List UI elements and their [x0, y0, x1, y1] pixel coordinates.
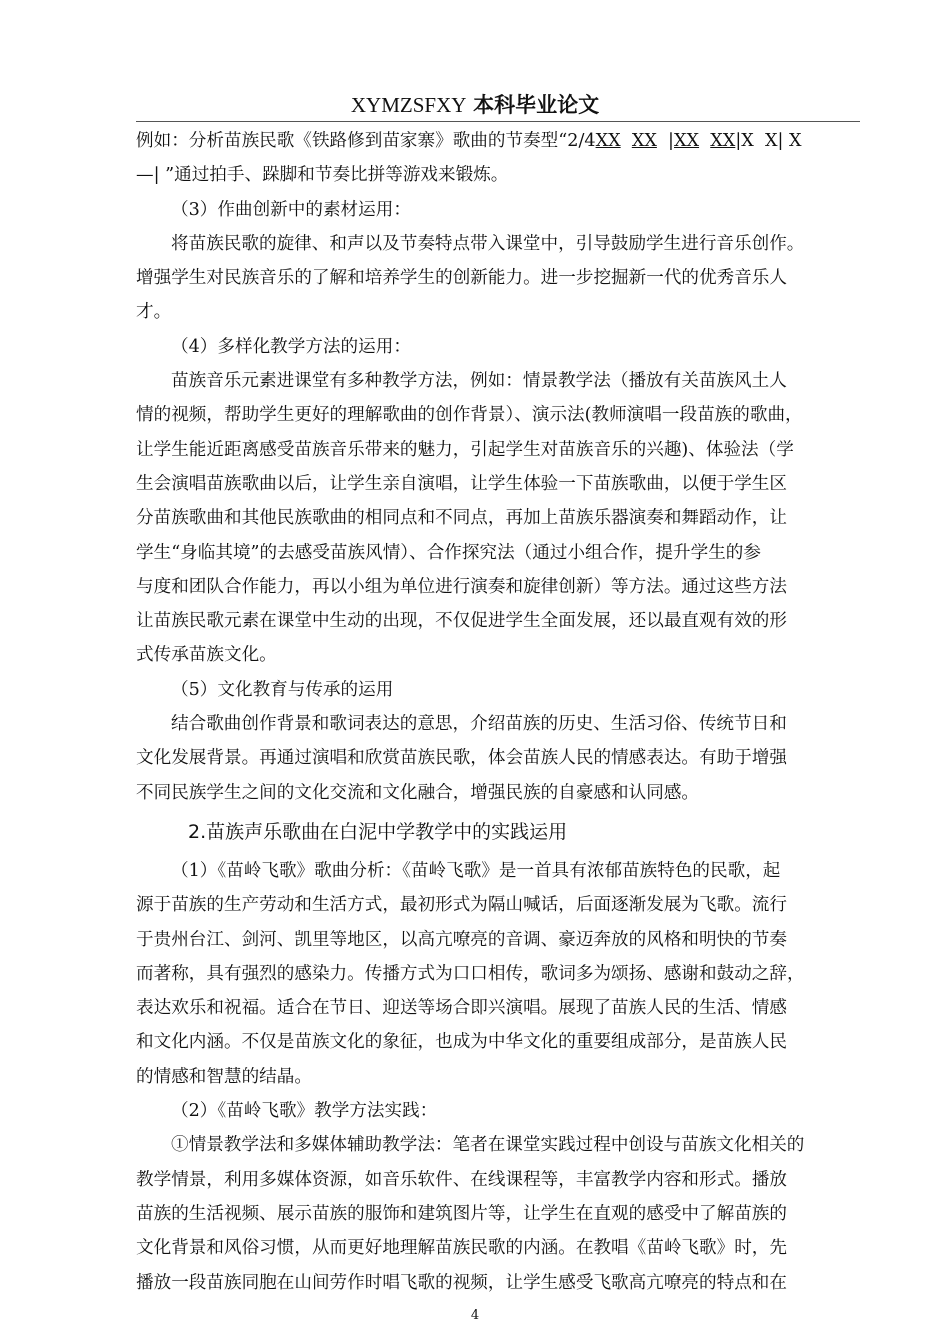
text-line: （2）《苗岭飞歌》教学方法实践：: [171, 1101, 438, 1122]
header-title: 本科毕业论文: [473, 93, 600, 117]
header-latin: XYMZSFXY: [350, 93, 467, 117]
text-line: 和文化内涵。不仅是苗族文化的象征，也成为中华文化的重要组成部分，是苗族人民: [136, 1032, 787, 1053]
text-line: 苗族音乐元素进课堂有多种教学方法，例如：情景教学法（播放有关苗族风土人: [171, 371, 787, 392]
text-line: （3）作曲创新中的素材运用：: [171, 199, 411, 220]
text-line: 播放一段苗族同胞在山间劳作时唱飞歌的视频，让学生感受飞歌高亢嘹亮的特点和在: [136, 1272, 787, 1293]
text-line: 学生“身临其境”的去感受苗族风情）、合作探究法（通过小组合作，提升学生的参: [136, 542, 761, 563]
text-line: 源于苗族的生产劳动和生活方式，最初形式为隔山喊话，后面逐渐发展为飞歌。流行: [136, 895, 787, 916]
spacer: [699, 131, 710, 151]
text: 例如：分析苗族民歌《铁路修到苗家寨》歌曲的节奏型“2/4: [136, 131, 596, 151]
text-line: 苗族的生活视频、展示苗族的服饰和建筑图片等，让学生在直观的感受中了解苗族的: [136, 1203, 787, 1224]
rhythm-note: XX: [631, 131, 657, 151]
text-line: 文化背景和风俗习惯，从而更好地理解苗族民歌的内涵。在教唱《苗岭飞歌》时，先: [136, 1238, 787, 1259]
barline: |: [656, 131, 674, 151]
text-line: 教学情景，利用多媒体资源，如音乐软件、在线课程等，丰富教学内容和形式。播放: [136, 1169, 787, 1190]
text-line: 于贵州台江、剑河、凯里等地区，以高亢嘹亮的音调、豪迈奔放的风格和明快的节奏: [136, 929, 787, 950]
section-b: [136, 854, 860, 1300]
section-a: [136, 193, 860, 810]
body-text: [136, 124, 860, 1300]
spacer: [621, 131, 632, 151]
page-number: 4: [470, 1308, 480, 1323]
text-line: 让学生能近距离感受苗族音乐带来的魅力，引起学生对苗族音乐的兴趣)、体验法（学: [136, 439, 794, 460]
text-line: 文化发展背景。再通过演唱和欣赏苗族民歌，体会苗族人民的情感表达。有助于增强: [136, 748, 787, 769]
text-line: —| ”通过拍手、跺脚和节奏比拼等游戏来锻炼。: [136, 165, 509, 186]
running-header: [0, 92, 950, 118]
text-line: ①情景教学法和多媒体辅助教学法：笔者在课堂实践过程中创设与苗族文化相关的: [171, 1135, 805, 1156]
text-line: 才。: [136, 302, 172, 323]
text-line: 不同民族学生之间的文化交流和文化融合，增强民族的自豪感和认同感。: [136, 782, 700, 803]
text-line: 而著称，具有强烈的感染力。传播方式为口口相传，歌词多为颂扬、感谢和鼓动之辞，: [136, 963, 805, 984]
header-rule: [136, 121, 860, 122]
text-line: 结合歌曲创作背景和歌词表达的意思，介绍苗族的历史、生活习俗、传统节日和: [171, 714, 787, 735]
text-line: （4）多样化教学方法的运用：: [171, 336, 411, 357]
section-heading: 2.苗族声乐歌曲在白泥中学教学中的实践运用: [188, 820, 568, 843]
rhythm-note: XX: [674, 131, 700, 151]
text-line: 生会演唱苗族歌曲以后，让学生亲自演唱，让学生体验一下苗族歌曲，以便于学生区: [136, 473, 787, 494]
text-line: （1）《苗岭飞歌》歌曲分析：《苗岭飞歌》是一首具有浓郁苗族特色的民歌，起: [171, 860, 781, 881]
text-line: 的情感和智慧的结晶。: [136, 1066, 312, 1087]
text-line: 与度和团队合作能力，再以小组为单位进行演奏和旋律创新）等方法。通过这些方法: [136, 576, 787, 597]
text-line: 式传承苗族文化。: [136, 645, 277, 666]
text-line: （5）文化教育与传承的运用: [171, 679, 394, 700]
text-line: 情的视频，帮助学生更好的理解歌曲的创作背景）、演示法(教师演唱一段苗族的歌曲，: [136, 405, 803, 426]
text-line: 让苗族民歌元素在课堂中生动的出现，不仅促进学生全面发展，还以最直观有效的形: [136, 611, 787, 632]
text-line: 分苗族歌曲和其他民族歌曲的相同点和不同点，再加上苗族乐器演奏和舞蹈动作，让: [136, 508, 787, 529]
text-line-rhythm: [136, 124, 860, 158]
rhythm-note: XX: [595, 131, 621, 151]
rhythm-tail: |X X| X: [735, 131, 802, 151]
text-line: 表达欢乐和祝福。适合在节日、迎送等场合即兴演唱。展现了苗族人民的生活、情感: [136, 998, 787, 1019]
rhythm-note: XX: [710, 131, 736, 151]
text-line: 将苗族民歌的旋律、和声以及节奏特点带入课堂中，引导鼓励学生进行音乐创作。: [171, 233, 805, 254]
text-line: 增强学生对民族音乐的了解和培养学生的创新能力。进一步挖掘新一代的优秀音乐人: [136, 268, 787, 289]
